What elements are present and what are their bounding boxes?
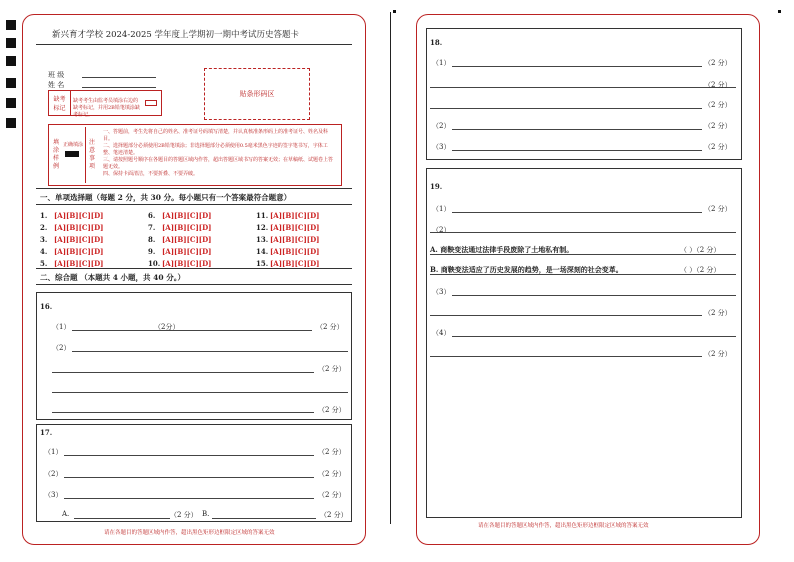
absent-checkbox[interactable] <box>145 100 157 106</box>
section1-heading: 一、单项选择题（每题 2 分，共 30 分。每小题只有一个答案最符合题意） <box>40 193 292 202</box>
mc-question-10[interactable] <box>148 259 212 268</box>
section2-rule <box>36 284 352 285</box>
q17-b-answer[interactable] <box>212 518 316 519</box>
alignment-mark <box>6 118 16 128</box>
section2-heading: 二、综合题 （本题共 4 小题，共 40 分。） <box>40 273 185 282</box>
fill-sample-mark <box>65 151 79 157</box>
section1-top-rule <box>36 188 352 189</box>
mc-question-3[interactable] <box>40 235 104 244</box>
q19-part4-label: （4） <box>432 329 451 337</box>
mc-options[interactable]: [A][B][C][D] <box>162 259 212 268</box>
mc-options[interactable]: [A][B][C][D] <box>270 223 320 232</box>
q16-part2-points-b: （2 分） <box>318 406 346 414</box>
q19-part1-label: （1） <box>432 205 451 213</box>
alignment-mark <box>6 20 16 30</box>
q18-answer-line[interactable] <box>430 108 702 109</box>
mc-options[interactable]: [A][B][C][D] <box>54 223 104 232</box>
note-item: 三、请按照题号顺序在各题目的答题区域内作答，超出答题区域书写的答案无效；在草稿纸、试题卷上答题无效。 <box>103 157 334 170</box>
section2-top-rule <box>36 268 352 269</box>
q17-part3-points: （2 分） <box>318 491 346 499</box>
barcode-label: 贴条形码区 <box>239 90 275 98</box>
q17-b-points: （2 分） <box>320 511 348 519</box>
q16-part1-mid-points: （2分） <box>154 323 180 331</box>
q17-part1-points: （2 分） <box>318 448 346 456</box>
mc-options[interactable]: [A][B][C][D] <box>270 247 320 256</box>
q19-statement-a-blank[interactable]: （ ）（2 分） <box>680 246 721 254</box>
mc-question-2[interactable] <box>40 223 104 232</box>
q16-answer-line[interactable] <box>72 351 348 352</box>
exam-title: 新兴育才学校 2024-2025 学年度上学期初一期中考试历史答题卡 <box>52 30 300 40</box>
q17-part1-label: （1） <box>44 448 63 456</box>
q16-number: 16. <box>40 302 53 311</box>
q17-box <box>36 424 352 522</box>
mc-number: 3. <box>40 235 48 244</box>
notes-divider <box>85 127 86 183</box>
q19-answer-line[interactable] <box>430 232 736 233</box>
mc-question-12[interactable] <box>256 223 320 232</box>
mc-question-8[interactable] <box>148 235 212 244</box>
q18-part2-points: （2 分） <box>704 122 732 130</box>
right-footer-note: 请在各题目的答题区域内作答，超出黑色矩形边框限定区域的答案无效 <box>478 523 649 529</box>
mc-number: 6. <box>148 211 156 220</box>
q18-answer-line[interactable] <box>430 87 736 88</box>
mc-question-9[interactable] <box>148 247 212 256</box>
class-label: 班 级 <box>48 71 65 79</box>
q18-answer-line[interactable] <box>452 66 702 67</box>
mc-options[interactable]: [A][B][C][D] <box>162 211 212 220</box>
mc-number: 10. <box>148 259 161 268</box>
mc-options[interactable]: [A][B][C][D] <box>162 223 212 232</box>
q18-number: 18. <box>430 38 443 47</box>
q18-answer-line[interactable] <box>452 150 702 151</box>
q19-part3-points: （2 分） <box>704 309 732 317</box>
note-item: 一、答题前，考生先将自己的姓名、准考证号码填写清楚，并认真核准条形码上的准考证号、姓名及科目。 <box>103 129 329 142</box>
name-label: 姓 名 <box>48 81 65 89</box>
title-divider <box>36 44 352 45</box>
q19-answer-line[interactable] <box>452 295 736 296</box>
alignment-mark <box>778 10 781 13</box>
mc-number: 7. <box>148 223 156 232</box>
q19-box <box>426 168 742 518</box>
mc-number: 8. <box>148 235 156 244</box>
q19-answer-line[interactable] <box>430 356 702 357</box>
q19-answer-line[interactable] <box>430 254 736 255</box>
q16-part1-points: （2 分） <box>316 323 344 331</box>
section1-rule <box>36 204 352 205</box>
q19-part2-label: （2） <box>432 226 451 234</box>
q18-part1-label: （1） <box>432 59 451 67</box>
mc-number: 15. <box>256 259 269 268</box>
notes-box <box>48 124 342 186</box>
alignment-mark <box>6 98 16 108</box>
note-item: 二、选择题部分必须使用2B铅笔填涂；非选择题部分必须使用0.5毫米黑色字迹的签字笔书写，字体工整、笔迹清楚。 <box>103 143 328 156</box>
q17-part2-answer[interactable] <box>64 477 314 478</box>
mc-number: 13. <box>256 235 269 244</box>
q16-part1-answer[interactable] <box>72 330 312 331</box>
left-footer-note: 请在各题目的答题区域内作答，超出黑色矩形边框限定区域的答案无效 <box>104 530 275 536</box>
mc-question-11[interactable] <box>256 211 320 220</box>
name-field[interactable] <box>82 87 156 88</box>
q17-part3-label: （3） <box>44 491 63 499</box>
absent-label: 缺考 标记 <box>49 91 71 115</box>
q18-line2-points: （2 分） <box>704 81 732 89</box>
q19-answer-line[interactable] <box>452 336 736 337</box>
q19-statement-a: A. 商鞅变法通过法律手段废除了土地私有制。 <box>430 245 574 254</box>
mc-question-4[interactable] <box>40 247 104 256</box>
mc-question-5[interactable] <box>40 259 104 268</box>
q16-answer-line[interactable] <box>52 372 314 373</box>
q16-part2-label: （2） <box>52 344 71 352</box>
correct-fill-label: 正确填涂 <box>63 142 84 148</box>
q18-part3-label: （3） <box>432 143 451 151</box>
q19-answer-line[interactable] <box>430 274 736 275</box>
mc-question-15[interactable] <box>256 259 320 268</box>
mc-number: 9. <box>148 247 156 256</box>
q19-part3-label: （3） <box>432 288 451 296</box>
q16-part1-label: （1） <box>52 323 71 331</box>
q17-part2-points: （2 分） <box>318 470 346 478</box>
notes-list <box>103 129 335 178</box>
q17-a-label: A. <box>62 510 70 518</box>
q17-number: 17. <box>40 428 53 437</box>
alignment-mark <box>6 56 16 66</box>
q19-part1-points: （2 分） <box>704 205 732 213</box>
q17-b-label: B. <box>202 510 210 518</box>
mc-question-1[interactable] <box>40 211 104 220</box>
center-divider <box>390 12 391 524</box>
alignment-mark <box>6 38 16 48</box>
q19-answer-line[interactable] <box>430 315 702 316</box>
mc-options[interactable]: [A][B][C][D] <box>162 247 212 256</box>
q18-part3-points: （2 分） <box>704 143 732 151</box>
fill-example-label: 填 涂 样 例 <box>53 139 60 170</box>
q19-number: 19. <box>430 182 443 191</box>
q16-part2-points-a: （2 分） <box>318 365 346 373</box>
q18-line3-points: （2 分） <box>704 101 732 109</box>
mc-number: 5. <box>40 259 48 268</box>
mc-options[interactable]: [A][B][C][D] <box>54 247 104 256</box>
q18-part2-label: （2） <box>432 122 451 130</box>
q16-box <box>36 292 352 420</box>
mc-options[interactable]: [A][B][C][D] <box>270 259 320 268</box>
q18-box <box>426 28 742 160</box>
note-item: 四、保持卡面清洁，不要折叠、不要弄破。 <box>103 171 199 177</box>
q17-part1-answer[interactable] <box>64 455 314 456</box>
q19-part4-points: （2 分） <box>704 350 732 358</box>
q18-part1-points: （2 分） <box>704 59 732 67</box>
absent-box <box>48 90 162 116</box>
absent-text: 缺考考生由监考员填涂右边的 缺考标记，并用2B铅笔填涂缺考标记。 <box>73 98 140 118</box>
mc-options[interactable]: [A][B][C][D] <box>54 259 104 268</box>
q17-a-points: （2 分） <box>170 511 198 519</box>
q19-statement-b-blank[interactable]: （ ）（2 分） <box>680 266 721 274</box>
mc-number: 1. <box>40 211 48 220</box>
mc-question-7[interactable] <box>148 223 212 232</box>
barcode-area <box>204 68 310 120</box>
alignment-mark <box>393 10 396 13</box>
q19-answer-line[interactable] <box>452 212 702 213</box>
q18-answer-line[interactable] <box>452 129 702 130</box>
mc-number: 12. <box>256 223 269 232</box>
mc-options[interactable]: [A][B][C][D] <box>270 235 320 244</box>
mc-question-14[interactable] <box>256 247 320 256</box>
mc-number: 11. <box>256 211 269 220</box>
notes-label: 注 意 事 项 <box>89 139 96 170</box>
mc-number: 2. <box>40 223 48 232</box>
alignment-mark <box>6 78 16 88</box>
q16-answer-line[interactable] <box>52 412 314 413</box>
class-field[interactable] <box>82 77 156 78</box>
q16-answer-line[interactable] <box>52 392 348 393</box>
mc-options[interactable]: [A][B][C][D] <box>270 211 320 220</box>
mc-options[interactable]: [A][B][C][D] <box>54 211 104 220</box>
q17-part2-label: （2） <box>44 470 63 478</box>
mc-options[interactable]: [A][B][C][D] <box>54 235 104 244</box>
mc-question-13[interactable] <box>256 235 320 244</box>
q17-part3-answer[interactable] <box>64 498 314 499</box>
mc-options[interactable]: [A][B][C][D] <box>162 235 212 244</box>
mc-number: 14. <box>256 247 269 256</box>
q19-statement-b: B. 商鞅变法适应了历史发展的趋势，是一场深刻的社会变革。 <box>430 265 623 274</box>
mc-number: 4. <box>40 247 48 256</box>
q17-a-answer[interactable] <box>74 518 170 519</box>
mc-question-6[interactable] <box>148 211 212 220</box>
